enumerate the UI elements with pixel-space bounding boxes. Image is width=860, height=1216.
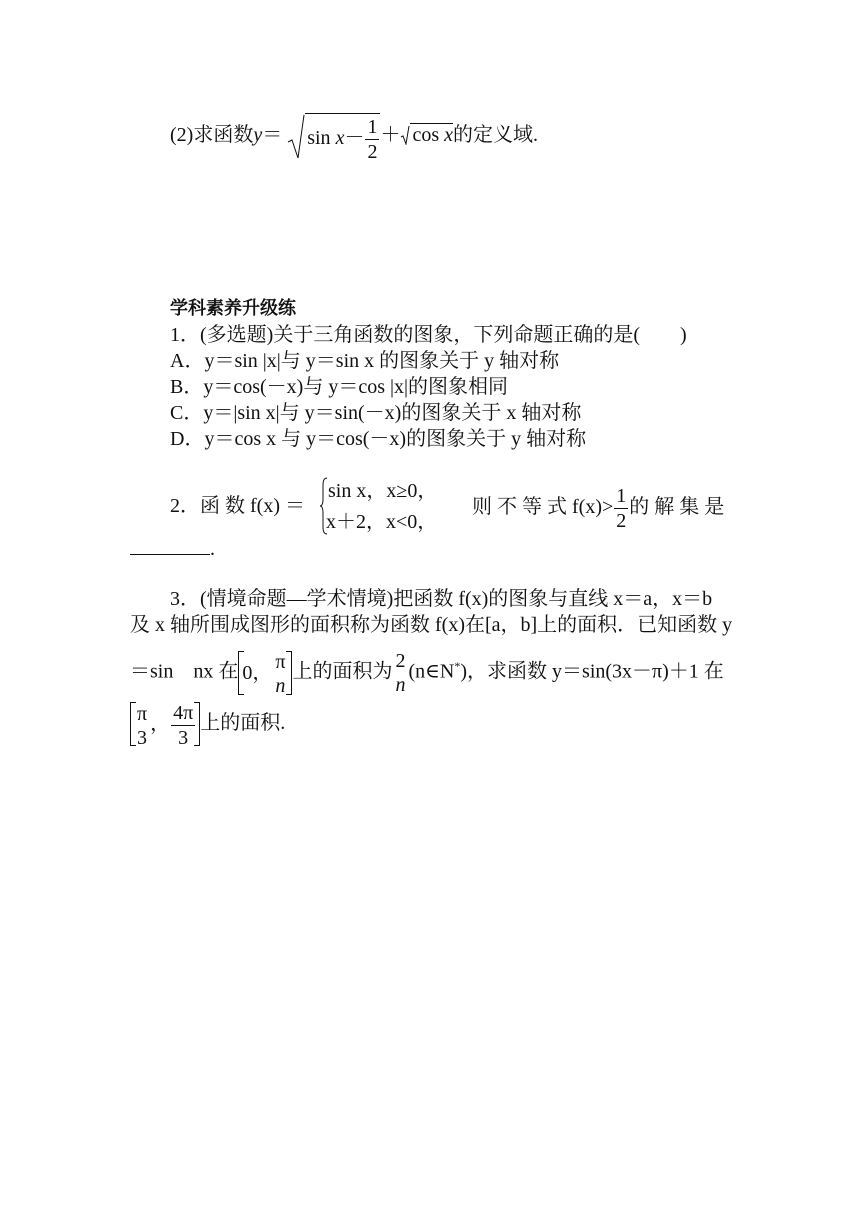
q1-option-c: C．y＝|sin x|与 y＝sin(－x)的图象关于 x 轴对称 — [170, 402, 582, 424]
q2-case2: x＋2，x<0， — [326, 511, 438, 533]
q3-line3: ＝sin nx 在 0， π n 上的面积为 2 n (n∈N*)，求函数 y＝sin(3x－π)＋1 在 — [130, 650, 724, 698]
sqrt-expression-1: sin x－ $\frac{1}{2}$ — [287, 111, 380, 162]
q1-stem: 1．(多选题)关于三角函数的图象，下列命题正确的是( ) — [170, 324, 687, 346]
q2-case1: sin x，x≥0， — [328, 480, 438, 502]
question-2-part2: (2)求函数y＝ sin x－ $\frac{1}{2}$ ＋ cos x的定义域. — [170, 110, 538, 160]
q3-line4: π 3 ， $\frac{4\pi}{3}$ 上的面积. — [130, 698, 285, 748]
section-title: 学科素养升级练 — [170, 298, 296, 319]
q3-line1: 3．(情境命题—学术情境)把函数 f(x)的图象与直线 x＝a，x＝b — [170, 588, 713, 610]
q3-line2: 及 x 轴所围成图形的面积称为函数 f(x)在[a，b]上的面积．已知函数 y — [130, 614, 733, 636]
q1-option-a: A．y＝sin |x|与 y＝sin x 的图象关于 y 轴对称 — [170, 350, 560, 372]
radical-sign-icon — [287, 114, 305, 160]
interval-pi3-4pi3: π 3 ， $\frac{4\pi}{3}$ — [130, 702, 200, 746]
interval-0-pi-over-n: 0， π n — [238, 651, 292, 695]
answer-blank[interactable] — [130, 536, 210, 555]
q2-answer-line: . — [130, 536, 215, 562]
q1-option-b: B．y＝cos(－x)与 y＝cos |x|的图象相同 — [170, 376, 508, 398]
q2-middle: 则 不 等 式 f(x)> $\frac{1}{2}$ 的 解 集 是 — [472, 484, 725, 532]
radical-sign-icon — [400, 125, 410, 145]
sqrt-expression-2: cos x — [400, 110, 453, 160]
q2-lead: 2．函 数 f(x) ＝ — [170, 495, 305, 517]
q1-option-d: D．y＝cos x 与 y＝cos(－x)的图象关于 y 轴对称 — [170, 428, 587, 450]
